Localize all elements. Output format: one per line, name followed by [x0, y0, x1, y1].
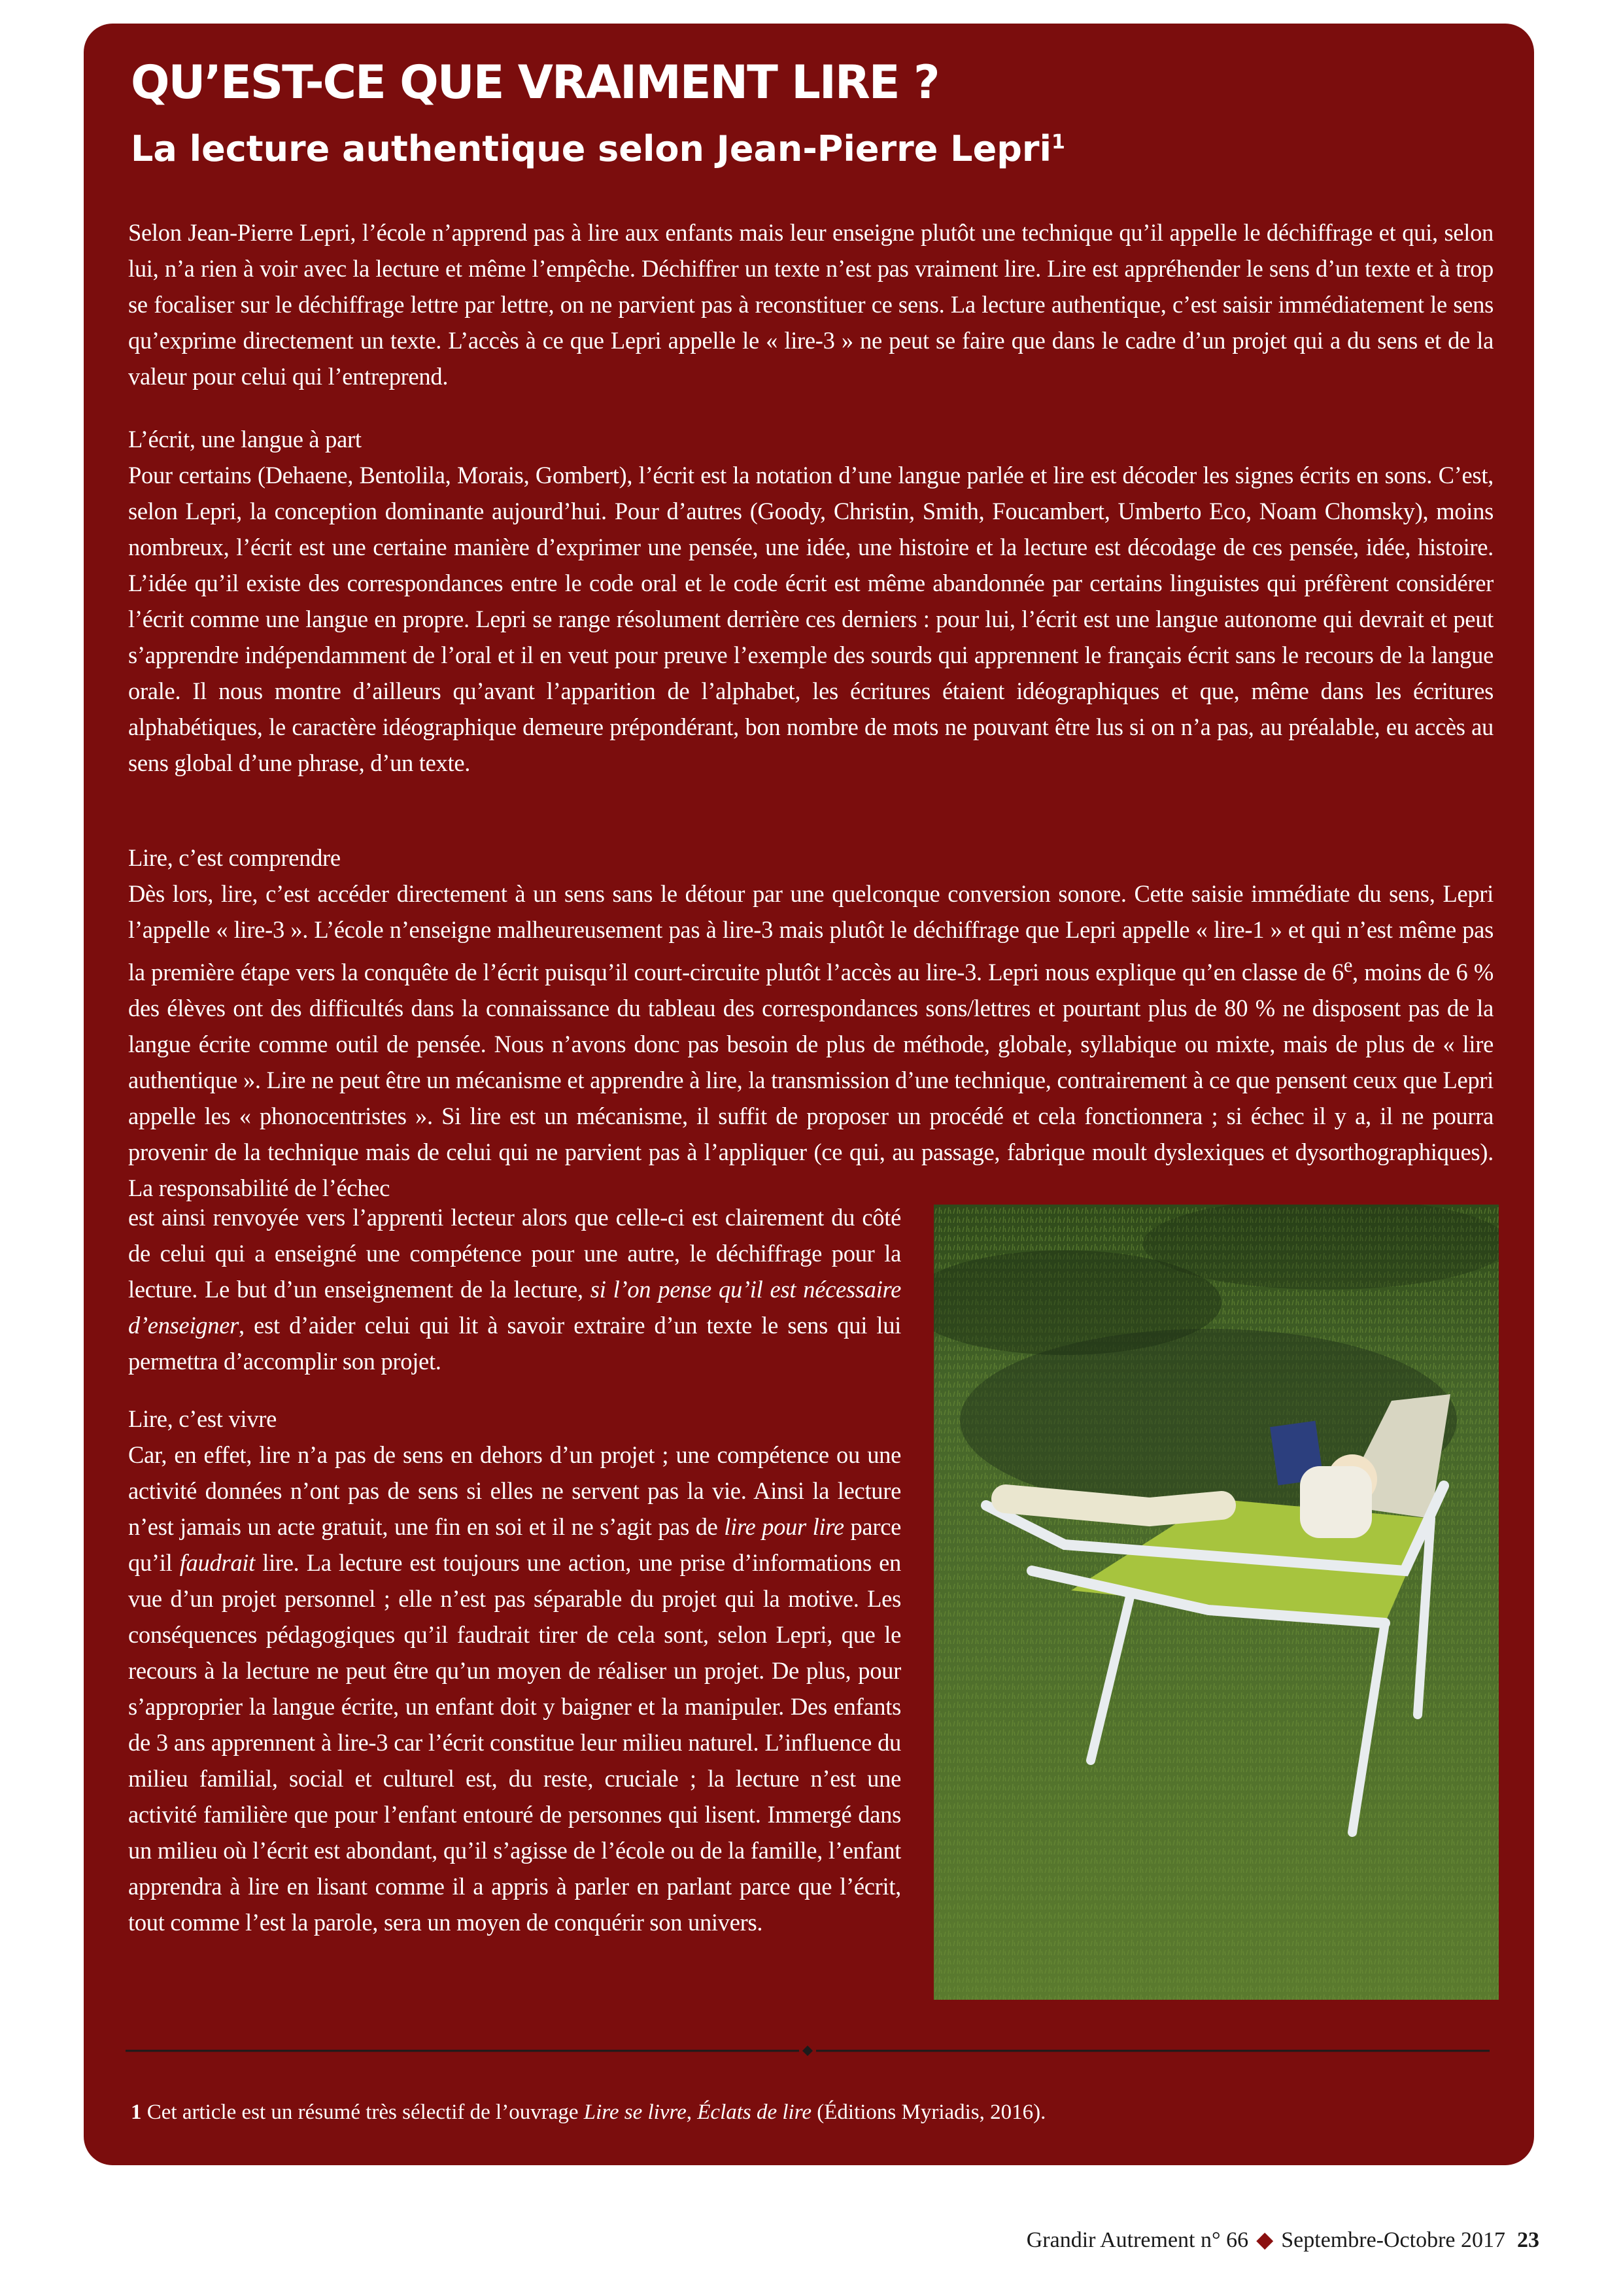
intro-text: Selon Jean-Pierre Lepri, l’école n’apprend pas à lire aux enfants mais leur enseigne plutôt une technique qu’il appelle le déchiffrage et qui, selon lui, n’a rien à voir avec la lecture et même l’empêche. Déchiffrer un texte n’est pas vraiment lire. Lire est appréhender le sens d’un texte et à trop se focaliser sur le déchiffrage lettre par lettre, on ne parvient pas à reconstituer ce sens. La lecture authentique, c’est saisir immédiatement le sens qu’exprime directement un texte. L’accès à ce que Lepri appelle le « lire-3 » ne peut se faire que dans le cadre d’un projet qui a du sens et de la valeur pour celui qui l’entreprend. [128, 219, 1494, 390]
section-heading: Lire, c’est comprendre [128, 844, 341, 871]
section-comprendre-continued [128, 1199, 901, 1379]
page-number: 23 [1517, 2228, 1539, 2252]
footnote-divider [126, 2038, 1490, 2064]
body-text: lire. La lecture est toujours une action, une prise d’informations en vue d’un projet personnel ; elle n’est pas séparable du projet qui la motive. Les conséquences pédagogiques qu’il faudrait tirer de cela sont, selon Lepri, que le recours à la lecture ne peut être qu’un moyen de réaliser un projet. De plus, pour s’approprier la langue écrite, un enfant doit y baigner et la manipuler. Des enfants de 3 ans apprennent à lire-3 car l’écrit constitue leur milieu naturel. L’influence du milieu familial, social et culturel est, du reste, cruciale ; la lecture n’est une activité familière que pour l’enfant entouré de personnes qui lisent. Immergé dans un milieu où l’écrit est abondant, qu’il s’agisse de l’école ou de la famille, l’enfant apprendra à lire en lisant comme il a appris à parler en parlant parce que l’écrit, tout comme l’est la parole, sera un moyen de conquérir son univers. [128, 1549, 902, 1936]
footnote-text: (Éditions Myriadis, 2016). [811, 2100, 1046, 2124]
section-body [128, 1199, 901, 1379]
footnote-ref: 1 [1051, 131, 1065, 154]
section-ecrit [128, 421, 1494, 781]
magazine-name: Grandir Autrement n° 66 [1026, 2228, 1249, 2252]
intro-paragraph [128, 214, 1494, 394]
article-subtitle [131, 128, 1478, 171]
child-torso [1300, 1466, 1372, 1538]
body-text: Dès lors, lire, c’est accéder directement à un sens sans le détour par une quelconque conversion sonore. Cette saisie immédiate du sens, Lepri l’appelle « lire-3 ». L’école n’enseigne malheureusement pas à lire-3 mais plutôt le déchiffrage que Lepri appelle « lire-1 » et qui n’est même pas la première étape vers la conquête de l’écrit puisqu’il court-circuite plutôt l’accès au lire-3. Lepri nous explique qu’en classe de 6 [128, 880, 1494, 986]
ordinal-suffix: e [1343, 954, 1353, 976]
section-heading: L’écrit, une langue à part [128, 426, 362, 453]
section-body [128, 876, 1494, 1206]
body-text: parce qu’il [128, 1513, 901, 1576]
italic-text: lire pour lire [724, 1513, 844, 1540]
footnote-text: Cet article est un résumé très sélectif de l’ouvrage [141, 2100, 584, 2124]
footnote-number: 1 [131, 2100, 142, 2124]
italic-text: si l’on pense qu’il est nécessaire d’enseigner [128, 1276, 901, 1339]
footnote-book-title: Lire se livre, Éclats de lire [583, 2100, 811, 2124]
issue-date: Septembre-Octobre 2017 [1281, 2228, 1505, 2252]
section-vivre [128, 1401, 901, 1940]
photo-illustration [934, 1205, 1499, 2000]
article-panel [84, 24, 1534, 2165]
child-legs [1006, 1499, 1222, 1512]
body-text: , moins de 6 % des élèves ont des difficultés dans la connaissance du tableau des correspondances sons/lettres et pourtant plus de 80 % ne disposent pas de la langue écrite comme outil de pensée. Nous n’avons donc pas besoin de plus de méthode, globale, syllabique ou mixte, mais de plus de « lire authentique ». Lire ne peut être un mécanisme et apprendre à lire, la transmission d’une technique, contrairement à ce que pensent ceux que Lepri appelle les « phonocentristes ». Si lire est un mécanisme, il suffit de proposer un procédé et cela fonctionnera ; si échec il y a, il ne pourra provenir de la technique mais de celui qui ne parvient pas à l’appliquer (ce qui, au passage, fabrique moult dyslexiques et dysorthographiques). La responsabilité de l’échec [128, 959, 1494, 1202]
footnote [131, 2098, 1478, 2127]
body-text: est ainsi renvoyée vers l’apprenti lecteur alors que celle-ci est clairement du côté de celui qui a enseigné une compétence pour une autre, le déchiffrage pour la lecture. Le but d’un enseignement de la lecture, [128, 1204, 901, 1303]
subtitle-text: La lecture authentique selon Jean-Pierre Lepri [131, 128, 1052, 169]
body-text: Car, en effet, lire n’a pas de sens en dehors d’un projet ; une compétence ou une activité données n’ont pas de sens si elles ne servent pas la vie. Ainsi la lecture n’est jamais un acte gratuit, une fin en soi et il ne s’agit pas de [128, 1441, 901, 1540]
section-heading: Lire, c’est vivre [128, 1405, 277, 1432]
italic-text: faudrait [179, 1549, 255, 1576]
section-body [128, 1437, 901, 1940]
section-body: Pour certains (Dehaene, Bentolila, Morais, Gombert), l’écrit est la notation d’une langue parlée et lire est décoder les signes écrits en sons. C’est, selon Lepri, la conception dominante aujourd’hui. Pour d’autres (Goody, Christin, Smith, Foucambert, Umberto Eco, Noam Chomsky), moins nombreux, l’écrit est une certaine manière d’exprimer une pensée, une idée, une histoire et la lecture est décodage de ces pensée, idée, histoire. L’idée qu’il existe des correspondances entre le code oral et le code écrit est même abandonnée par certains linguistes qui préfèrent considérer l’écrit comme une langue en propre. Lepri se range résolument derrière ces derniers : pour lui, l’écrit est une langue autonome qui devrait et peut s’apprendre indépendamment de l’oral et il en veut pour preuve l’exemple des sourds qui apprennent le français écrit sans le recours de la langue orale. Il nous montre d’ailleurs qu’avant l’apparition de l’alphabet, les écritures étaient idéographiques et que, même dans les écritures alphabétiques, le caractère idéographique demeure prépondérant, bon nombre de mots ne pouvant être lus si on n’a pas, au préalable, eu accès au sens global d’une phrase, d’un texte. [128, 462, 1494, 776]
article-title: QU’EST-CE QUE VRAIMENT LIRE ? [131, 56, 939, 109]
divider-diamond [802, 2046, 813, 2056]
section-comprendre [128, 840, 1494, 1206]
body-text: , est d’aider celui qui lit à savoir extraire d’un texte le sens qui lui permettra d’accomplir son projet. [128, 1312, 901, 1375]
page-footer [1027, 2227, 1539, 2253]
diamond-icon: ◆ [1256, 2228, 1274, 2252]
photo-child-reading [934, 1205, 1499, 2000]
